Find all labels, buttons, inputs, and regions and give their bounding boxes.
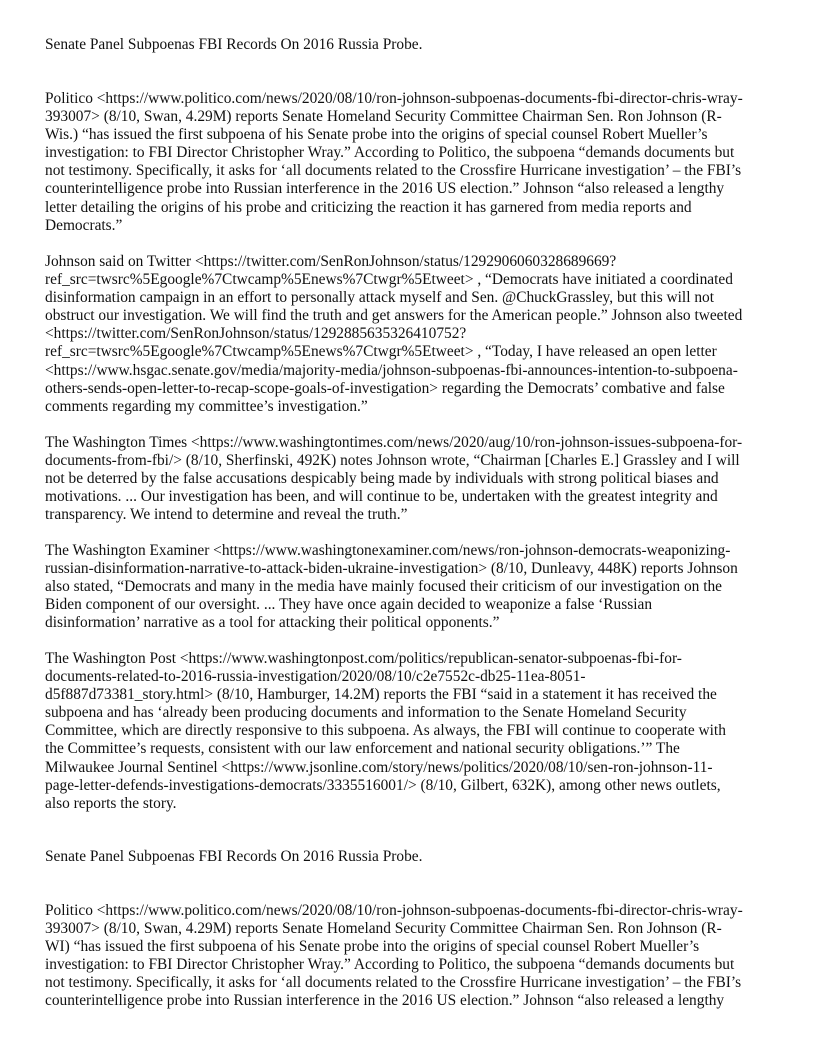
text-line: <https://www.hsgac.senate.gov/media/majority-media/johnson-subpoenas-fbi-announces-intention-to-subpoena-	[45, 361, 738, 379]
text-line: counterintelligence probe into Russian interference in the 2016 US election.” Johnson “also released a lengthy	[45, 992, 725, 1010]
text-line: Milwaukee Journal Sentinel <https://www.jsonline.com/story/news/politics/2020/08/10/sen-ron-johnson-11-	[45, 758, 713, 776]
text-line: also reports the story.	[45, 794, 177, 812]
paragraph-washington-post	[45, 650, 785, 813]
text-line: The Washington Examiner <https://www.washingtonexaminer.com/news/ron-johnson-democrats-weaponizing-	[45, 542, 731, 559]
text-line: disinformation campaign in an effort to personally attack myself and Sen. @ChuckGrassley, but this will not	[45, 289, 714, 307]
text-line: ref_src=twsrc%5Egoogle%7Ctwcamp%5Enews%7Ctwgr%5Etweet> , “Democrats have initiated a coordinated	[45, 271, 733, 289]
text-line: documents-from-fbi/> (8/10, Sherfinski, 492K) notes Johnson wrote, “Chairman [Charles E.] Grassley and I will	[45, 452, 740, 470]
text-line: documents-related-to-2016-russia-investigation/2020/08/10/c2e7552c-db25-11ea-8051-	[45, 668, 586, 686]
text-line: investigation: to FBI Director Christopher Wray.” According to Politico, the subpoena “demands documents but	[45, 956, 735, 974]
text-line: The Washington Times <https://www.washingtontimes.com/news/2020/aug/10/ron-johnson-issues-subpoena-for-	[45, 434, 743, 451]
text-line: WI) “has issued the first subpoena of his Senate probe into the origins of special counsel Robert Mueller’s	[45, 938, 700, 956]
text-line: d5f887d73381_story.html> (8/10, Hamburger, 14.2M) reports the FBI “said in a statement it has received the	[45, 686, 717, 704]
text-line: not testimony. Specifically, it asks for ‘all documents related to the Crossfire Hurricane investigation’ – the FBI’s	[45, 974, 742, 992]
text-line: transparency. We intend to determine and reveal the truth.”	[45, 506, 408, 524]
text-line: Committee, which are directly responsive to this subpoena. As always, the FBI will continue to cooperate with	[45, 722, 726, 740]
text-line: Wis.) “has issued the first subpoena of his Senate probe into the origins of special counsel Robert Mueller’s	[45, 126, 708, 144]
text-line: Johnson said on Twitter <https://twitter.com/SenRonJohnson/status/1292906060328689669?	[45, 253, 617, 270]
title-text: Senate Panel Subpoenas FBI Records On 2016 Russia Probe.	[45, 36, 423, 53]
text-line: disinformation’ narrative as a tool for attacking their political opponents.”	[45, 614, 500, 632]
paragraph-washington-times	[45, 434, 785, 524]
text-line: Democrats.”	[45, 216, 123, 234]
text-line: not testimony. Specifically, it asks for ‘all documents related to the Crossfire Hurricane investigation’ – the FBI’s	[45, 162, 742, 180]
text-line: subpoena and has ‘already been producing documents and information to the Senate Homeland Security	[45, 704, 687, 722]
title-text: Senate Panel Subpoenas FBI Records On 2016 Russia Probe.	[45, 848, 423, 865]
text-line: investigation: to FBI Director Christopher Wray.” According to Politico, the subpoena “demands documents but	[45, 144, 735, 162]
text-line: motivations. ... Our investigation has been, and will continue to be, undertaken with the greatest integrity and	[45, 488, 718, 506]
section-title	[45, 36, 785, 54]
text-line: also stated, “Democrats and many in the media have mainly focused their criticism of our investigation on the	[45, 578, 722, 596]
paragraph-politico	[45, 902, 785, 1011]
section-title	[45, 848, 785, 866]
text-line: 393007> (8/10, Swan, 4.29M) reports Senate Homeland Security Committee Chairman Sen. Ron Johnson (R-	[45, 920, 722, 938]
text-line: Politico <https://www.politico.com/news/2020/08/10/ron-johnson-subpoenas-documents-fbi-director-chris-wray-	[45, 902, 743, 919]
text-line: Biden component of our oversight. ... They have once again decided to weaponize a false ‘Russian	[45, 596, 653, 614]
text-line: The Washington Post <https://www.washingtonpost.com/politics/republican-senator-subpoenas-fbi-for-	[45, 650, 682, 667]
text-line: russian-disinformation-narrative-to-attack-biden-ukraine-investigation> (8/10, Dunleavy, 448K) reports Johnson	[45, 560, 738, 578]
paragraph-twitter	[45, 253, 785, 416]
paragraph-politico	[45, 90, 785, 235]
text-line: not be deterred by the false accusations despicably being made by individuals with strong political biases and	[45, 470, 719, 488]
text-line: the Committee’s requests, consistent with our law enforcement and national security obligations.’” The	[45, 740, 680, 758]
text-line: 393007> (8/10, Swan, 4.29M) reports Senate Homeland Security Committee Chairman Sen. Ron Johnson (R-	[45, 108, 722, 126]
text-line: counterintelligence probe into Russian interference in the 2016 US election.” Johnson “also released a lengthy	[45, 180, 725, 198]
paragraph-washington-examiner	[45, 542, 785, 632]
text-line: obstruct our investigation. We will find the truth and get answers for the American people.” Johnson also tweeted	[45, 307, 743, 325]
text-line: Politico <https://www.politico.com/news/2020/08/10/ron-johnson-subpoenas-documents-fbi-director-chris-wray-	[45, 90, 743, 107]
text-line: comments regarding my committee’s investigation.”	[45, 397, 368, 415]
text-line: ref_src=twsrc%5Egoogle%7Ctwcamp%5Enews%7Ctwgr%5Etweet> , “Today, I have released an open letter	[45, 343, 717, 361]
text-line: others-sends-open-letter-to-recap-scope-goals-of-investigation> regarding the Democrats’ combative and false	[45, 379, 725, 397]
text-line: page-letter-defends-investigations-democrats/3335516001/> (8/10, Gilbert, 632K), among other news outlets,	[45, 776, 721, 794]
text-line: <https://twitter.com/SenRonJohnson/status/1292885635326410752?	[45, 325, 467, 343]
text-line: letter detailing the origins of his probe and criticizing the reaction it has garnered from media reports and	[45, 198, 692, 216]
